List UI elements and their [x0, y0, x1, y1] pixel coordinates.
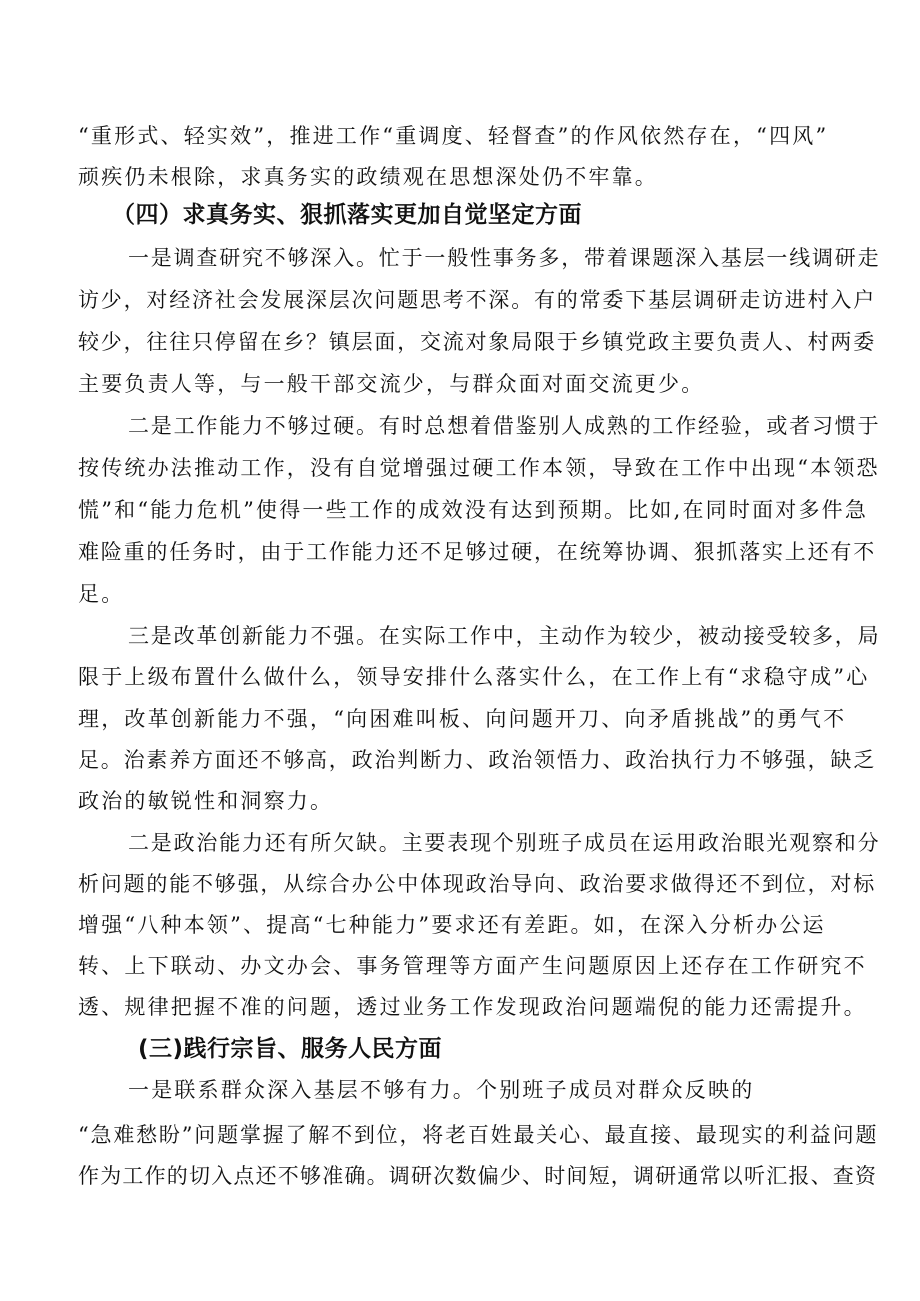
paragraph-line: 一是联系群众深入基层不够有力。个别班子成员对群众反映的	[128, 1078, 755, 1102]
paragraph-line: 限于上级布置什么做什么，领导安排什么落实什么，在工作上有“求稳守成”心	[78, 665, 870, 689]
paragraph-line: “急难愁盼”问题掌握了解不到位，将老百姓最关心、最直接、最现实的利益问题	[78, 1123, 879, 1147]
section-four-heading: （四）求真务实、狠抓落实更加自觉坚定方面	[112, 202, 582, 228]
paragraph-line: 二是工作能力不够过硬。有时总想着借鉴别人成熟的工作经验，或者习惯于	[128, 414, 881, 438]
paragraph-line: 转、上下联动、办文办会、事务管理等方面产生问题原因上还存在工作研究不	[78, 954, 867, 978]
paragraph-line: 足。	[78, 582, 125, 606]
paragraph-line: 一是调查研究不够深入。忙于一般性事务多，带着课题深入基层一线调研走	[128, 246, 881, 270]
intro-line: 顽疾仍未根除，求真务实的政绩观在思想深处仍不牢靠。	[78, 165, 658, 189]
paragraph-line: 三是改革创新能力不强。在实际工作中，主动作为较少，被动接受较多，局	[128, 624, 881, 648]
paragraph-line: 难险重的任务时，由于工作能力还不足够过硬，在统筹协调、狠抓落实上还有不	[78, 540, 876, 564]
paragraph-line: 增强“八种本领”、提高“七种能力”要求还有差距。如，在深入分析办公运	[78, 913, 826, 937]
paragraph-line: 二是政治能力还有所欠缺。主要表现个别班子成员在运用政治眼光观察和分	[128, 831, 881, 855]
paragraph-line: 透、规律把握不准的问题，透过业务工作发现政治问题端倪的能力还需提升。	[78, 995, 867, 1019]
paragraph-line: 析问题的能不够强，从综合办公中体现政治导向、政治要求做得还不到位，对标	[78, 872, 876, 896]
section-three-heading: (三)践行宗旨、服务人民方面	[138, 1036, 443, 1062]
paragraph-line: 主要负责人等，与一般干部交流少，与群众面对面交流更少。	[78, 372, 705, 396]
paragraph-line: 足。治素养方面还不够高，政治判断力、政治领悟力、政治执行力不够强，缺乏	[78, 748, 876, 772]
paragraph-line: 按传统办法推动工作，没有自觉增强过硬工作本领，导致在工作中出现“本领恐	[78, 456, 880, 480]
paragraph-line: 理，改革创新能力不强，“向困难叫板、向问题开刀、向矛盾挑战”的勇气不	[78, 707, 847, 731]
paragraph-line: 较少，往往只停留在乡？镇层面，交流对象局限于乡镇党政主要负责人、村两委	[78, 330, 876, 354]
paragraph-line: 慌”和“能力危机”使得一些工作的成效没有达到预期。比如,在同时面对多件急	[78, 498, 869, 522]
paragraph-line: 访少，对经济社会发展深层次问题思考不深。有的常委下基层调研走访进村入户	[78, 288, 876, 312]
intro-line: “重形式、轻实效”，推进工作“重调度、轻督查”的作风依然存在，“四风”	[78, 124, 829, 148]
paragraph-line: 作为工作的切入点还不够准确。调研次数偏少、时间短，调研通常以听汇报、查资	[78, 1164, 878, 1188]
paragraph-line: 政治的敏锐性和洞察力。	[78, 789, 334, 813]
